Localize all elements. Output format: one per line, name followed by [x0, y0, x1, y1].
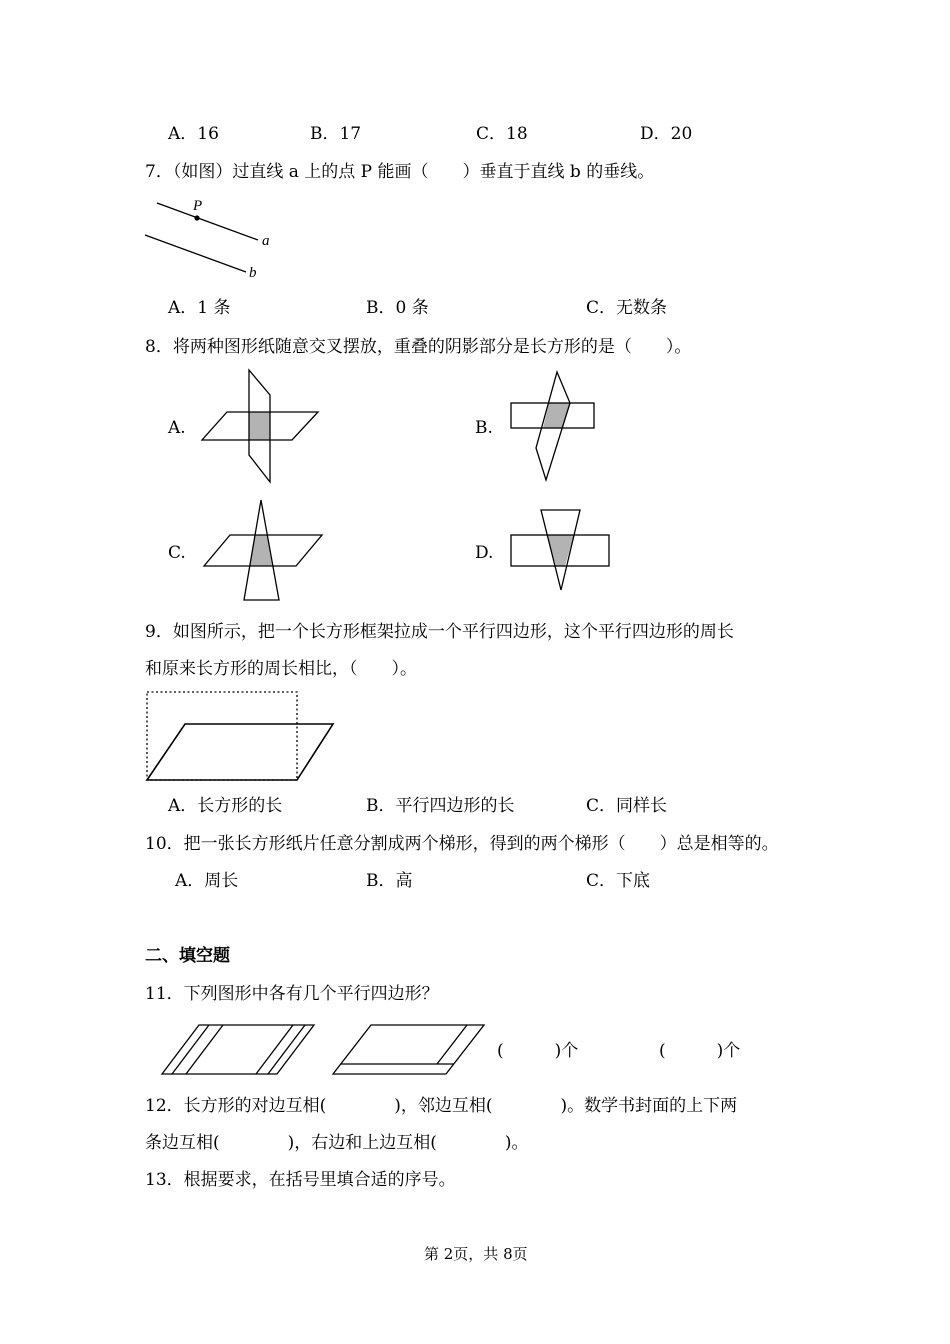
q6-option-a: A．16 — [168, 124, 219, 144]
q8-label-d: D. — [475, 543, 494, 563]
page-footer: 第 2页，共 8页 — [424, 1245, 528, 1263]
q11-answer-blank-1[interactable]: ( )个 — [497, 1041, 579, 1061]
q7-option-b: B．0 条 — [366, 298, 429, 318]
q7-label-a: a — [262, 233, 270, 249]
q7-label-b: b — [249, 265, 257, 281]
q8-label-b: B. — [475, 418, 493, 438]
q12-line1: 12．长方形的对边互相( )，邻边互相( )。数学书封面的上下两 — [145, 1096, 738, 1116]
q9-stem-line1: 9．如图所示，把一个长方形框架拉成一个平行四边形，这个平行四边形的周长 — [145, 622, 734, 642]
q9-option-b: B．平行四边形的长 — [366, 796, 515, 816]
q7-option-c: C．无数条 — [586, 298, 668, 318]
q6-option-c: C．18 — [476, 124, 528, 144]
q12-line2: 条边互相( )，右边和上边互相( )。 — [145, 1133, 529, 1153]
section-title-fill-in: 二、填空题 — [145, 946, 230, 966]
q10-option-c: C．下底 — [586, 871, 651, 891]
q9-stem-line2: 和原来长方形的周长相比，（ ）。 — [145, 659, 417, 679]
q9-option-a: A．长方形的长 — [168, 796, 283, 816]
q7-option-a: A．1 条 — [168, 298, 231, 318]
q7-stem: 7．（如图）过直线 a 上的点 P 能画（ ）垂直于直线 b 的垂线。 — [145, 162, 655, 182]
q8-label-c: C. — [168, 543, 186, 563]
q7-label-p: P — [193, 198, 203, 214]
q13-stem: 13．根据要求，在括号里填合适的序号。 — [145, 1170, 456, 1190]
q6-option-b: B．17 — [310, 124, 362, 144]
q10-stem: 10．把一张长方形纸片任意分割成两个梯形，得到的两个梯形（ ）总是相等的。 — [145, 834, 779, 854]
q10-option-a: A．周长 — [175, 871, 239, 891]
q9-option-c: C．同样长 — [586, 796, 668, 816]
q11-stem: 11．下列图形中各有几个平行四边形？ — [145, 984, 439, 1004]
q8-label-a: A. — [168, 418, 186, 438]
q8-stem: 8．将两种图形纸随意交叉摆放，重叠的阴影部分是长方形的是（ ）。 — [145, 337, 692, 357]
q10-option-b: B．高 — [366, 871, 413, 891]
q6-option-d: D．20 — [640, 124, 693, 144]
q11-answer-blank-2[interactable]: ( )个 — [659, 1041, 741, 1061]
